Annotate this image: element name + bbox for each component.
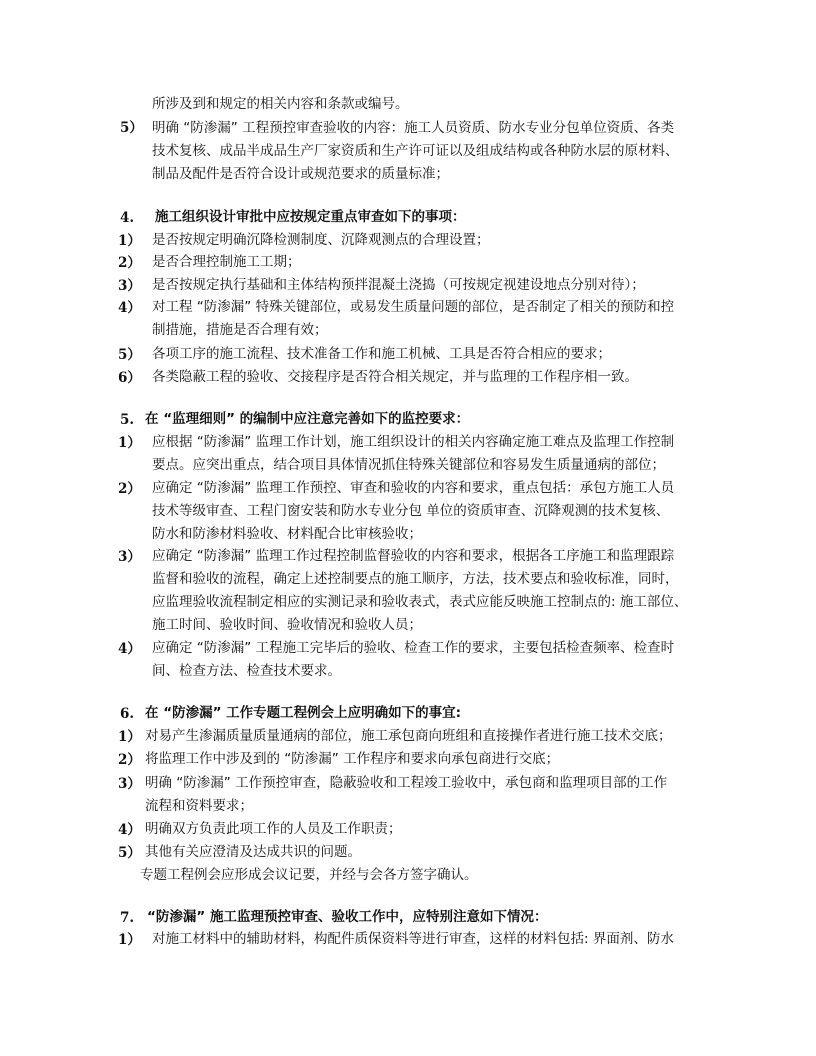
list-number: 6） [118, 370, 141, 386]
paragraph-line: 应根据 “防渗漏” 监理工作计划，施工组织设计的相关内容确定施工难点及监理工作控制 [152, 434, 675, 450]
paragraph-line: 防水和防渗材料验收、材料配合比审核验收； [152, 526, 422, 542]
paragraph-line: 监督和验收的流程，确定上述控制要点的施工顺序，方法，技术要点和验收标准，同时， [152, 571, 679, 587]
list-number: 4） [118, 641, 141, 657]
paragraph-line: 施工时间、验收时间、验收情况和验收人员； [152, 617, 422, 633]
list-number: 3） [118, 776, 141, 792]
list-number: 2） [118, 481, 141, 497]
paragraph-line: 对易产生渗漏质量质量通病的部位，施工承包商向班组和直接操作者进行施工技术交底； [145, 728, 672, 744]
paragraph-line: 是否按规定明确沉降检测制度、沉降观测点的合理设置； [152, 232, 490, 248]
paragraph-line: 各类隐蔽工程的验收、交接程序是否符合相关规定，并与监理的工作程序相一致。 [152, 369, 638, 385]
list-number: 1） [118, 932, 141, 948]
section-heading: “防渗漏” 施工监理预控审查、验收工作中，应特别注意如下情况： [147, 909, 548, 925]
paragraph-line: 制品及配件是否符合设计或规范要求的质量标准； [152, 166, 449, 182]
paragraph-line: 其他有关应澄清及达成共识的问题。 [145, 844, 361, 860]
paragraph-line: 应确定 “防渗漏” 监理工作过程控制监督验收的内容和要求，根据各工序施工和监理跟踪 [152, 548, 675, 564]
list-number: 1） [118, 233, 141, 249]
paragraph-line: 所涉及到和规定的相关内容和条款或编号。 [152, 96, 409, 112]
paragraph-line: 各项工序的施工流程、技术准备工作和施工机械、工具是否符合相应的要求； [152, 346, 611, 362]
paragraph-line: 对工程 “防渗漏” 特殊关键部位，或易发生质量问题的部位，是否制定了相关的预防和控 [152, 299, 675, 315]
list-number: 1） [118, 729, 141, 745]
paragraph-line: 明确双方负责此项工作的人员及工作职责； [145, 821, 402, 837]
list-number: 3） [118, 278, 141, 294]
section-heading: 在 “防渗漏” 工作专题工程例会上应明确如下的事宜: [145, 705, 462, 721]
paragraph-line: 技术等级审查、工程门窗安装和防水专业分包 单位的资质审查、沉降观测的技术复核、 [152, 503, 670, 519]
section-heading: 在 “监理细则” 的编制中应注意完善如下的监控要求： [145, 411, 470, 427]
list-number: 2） [118, 752, 141, 768]
paragraph-line: 明确 “防渗漏” 工程预控审查验收的内容：施工人员资质、防水专业分包单位资质、各类 [152, 120, 675, 136]
list-number: 5） [118, 845, 141, 861]
paragraph-note: 专题工程例会应形成会议记要，并经与会各方签字确认。 [140, 867, 478, 883]
paragraph-line: 间、检查方法、检查技术要求。 [152, 663, 341, 679]
list-number: 2） [118, 255, 141, 271]
paragraph-line: 流程和资料要求； [145, 798, 253, 814]
section-heading: 施工组织设计审批中应按规定重点审查如下的事项： [155, 209, 466, 225]
paragraph-line: 是否按规定执行基础和主体结构预拌混凝土浇捣（可按规定视建设地点分别对待）； [152, 277, 645, 293]
list-number: 4） [118, 822, 141, 838]
paragraph-line: 应监理验收流程制定相应的实测记录和验收表式，表式应能反映施工控制点的: 施工部位、 [152, 594, 688, 610]
section-number: 4. [120, 210, 135, 226]
list-number: 5） [120, 120, 143, 136]
section-number: 6. [120, 706, 135, 722]
paragraph-line: 对施工材料中的辅助材料，构配件质保资料等进行审查，这样的材料包括: 界面剂、防水 [152, 931, 674, 947]
list-number: 3） [118, 549, 141, 565]
list-number: 4） [118, 300, 141, 316]
paragraph-line: 将监理工作中涉及到的 “防渗漏” 工作程序和要求向承包商进行交底； [145, 751, 560, 767]
paragraph-line: 技术复核、成品半成品生产厂家资质和生产许可证以及组成结构或各种防水层的原材料、 [152, 143, 679, 159]
list-number: 1） [118, 435, 141, 451]
paragraph-line: 制措施，措施是否合理有效； [152, 322, 328, 338]
paragraph-line: 是否合理控制施工工期； [152, 254, 301, 270]
paragraph-line: 应确定 “防渗漏” 工程施工完毕后的验收、检查工作的要求，主要包括检查频率、检查时 [152, 640, 675, 656]
section-number: 7. [120, 910, 135, 926]
section-number: 5. [120, 412, 135, 428]
paragraph-line: 要点。应突出重点，结合项目具体情况抓住特殊关键部位和容易发生质量通病的部位； [152, 457, 665, 473]
paragraph-line: 明确 “防渗漏” 工作预控审查，隐蔽验收和工程竣工验收中，承包商和监理项目部的工作 [145, 775, 668, 791]
paragraph-line: 应确定 “防渗漏” 监理工作预控、审查和验收的内容和要求，重点包括：承包方施工人员 [152, 480, 675, 496]
list-number: 5） [118, 347, 141, 363]
